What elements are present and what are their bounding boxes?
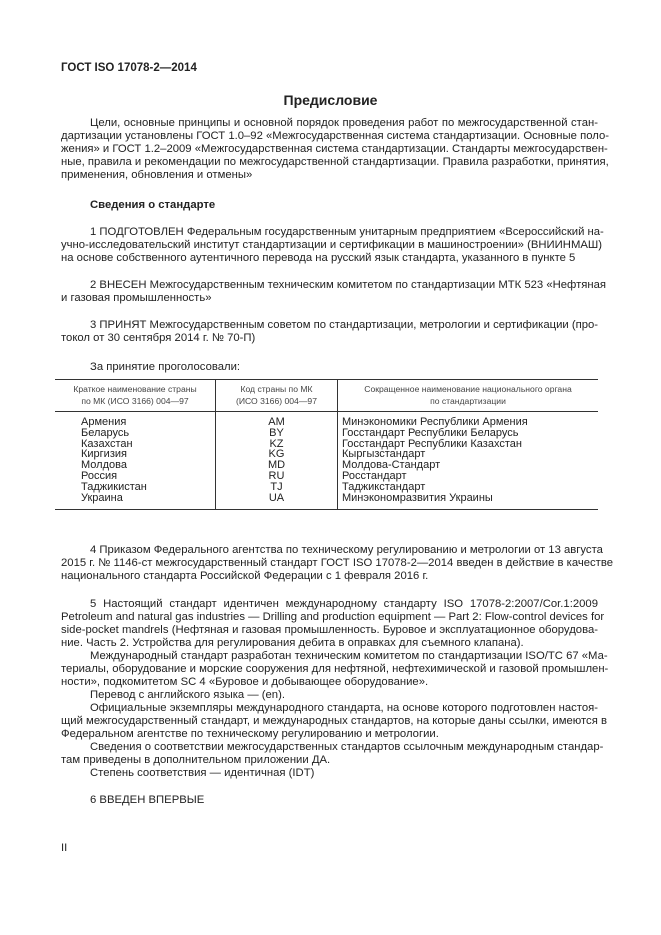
country-name: Армения: [81, 416, 127, 428]
table-row: [55, 439, 598, 450]
text-line: щий межгосударственный стандарт, и международных стандартов, на которые даны ссылки, имеются в: [61, 715, 607, 727]
country-name: Беларусь: [81, 426, 130, 439]
country-code: KG: [216, 449, 338, 460]
table-row: [55, 412, 598, 428]
country-name: Молдова: [81, 459, 127, 472]
text-line: side-pocket mandrels (Нефтяная и газовая промышленность. Буровое и эксплуатационное оборудова-: [61, 624, 598, 636]
country-code: KZ: [216, 439, 338, 450]
text-line: 2 ВНЕСЕН Межгосударственным техническим комитетом по стандартизации МТК 523 «Нефтяная: [90, 279, 607, 291]
country-name: Киргизия: [81, 448, 127, 461]
country-name: Таджикистан: [81, 480, 147, 493]
text-line: и газовая промышленность»: [61, 292, 212, 304]
text-line: Цели, основные принципы и основной порядок проведения работ по межгосударственной стан-: [90, 117, 598, 129]
column-header-line: Краткое наименование страны: [73, 384, 197, 394]
country-name: Россия: [81, 469, 118, 482]
text-line: ние. Часть 2. Устройства для регулирования дебита в оправках для съемного клапана).: [61, 637, 524, 649]
table-row: [55, 449, 598, 460]
standards-body: Минэкономики Республики Армения: [338, 412, 599, 428]
country-code: TJ: [216, 482, 338, 493]
text-line: там приведены в дополнительном приложении ДА.: [61, 754, 331, 766]
text-line: учно-исследовательский институт стандартизации и сертификации в машиностроении» (ВНИИНМАШ): [61, 239, 603, 251]
table-row: [55, 428, 598, 439]
country-name: Украина: [55, 493, 216, 510]
text-line: 3 ПРИНЯТ Межгосударственным советом по стандартизации, метрологии и сертификации (про-: [90, 319, 599, 331]
document-header: ГОСТ ISO 17078-2—2014: [61, 62, 197, 74]
text-line: 2015 г. № 1146-ст межгосударственный стандарт ГОСТ ISO 17078-2—2014 введен в действие в качестве: [61, 557, 614, 569]
text-line: Степень соответствия — идентичная (IDT): [90, 767, 315, 779]
voted-label: За принятие проголосовали:: [90, 361, 241, 373]
text-line: 1 ПОДГОТОВЛЕН Федеральным государственным унитарным предприятием «Всероссийский на-: [90, 226, 604, 238]
country-code: UA: [216, 493, 338, 510]
text-line: дартизации установлены ГОСТ 1.0–92 «Межгосударственная система стандартизации. Основные поло-: [61, 130, 609, 142]
column-header-line: Сокращенное наименование национального органа: [364, 384, 572, 394]
standards-body: Минэкономразвития Украины: [338, 493, 599, 510]
column-header-line: по МК (ИСО 3166) 004—97: [81, 396, 189, 406]
voting-table: [55, 379, 598, 510]
section-title: Сведения о стандарте: [90, 199, 216, 211]
text-line: Petroleum and natural gas industries — Drilling and production equipment — Part 2: Flow-control devices for: [61, 611, 605, 623]
text-line: ности», подкомитетом SC 4 «Буровое и добывающее оборудование».: [61, 676, 429, 688]
text-line: ные, правила и рекомендации по межгосударственной стандартизации. Правила разработки, принятия,: [61, 156, 609, 168]
text-line: токол от 30 сентября 2014 г. № 70-П): [61, 332, 256, 344]
text-line: жения» и ГОСТ 1.2–2009 «Межгосударственная система стандартизации. Стандарты межгосударствен-: [61, 143, 608, 155]
table-row: [55, 482, 598, 493]
country-code: MD: [216, 460, 338, 471]
column-header-line: по стандартизации: [430, 396, 506, 406]
standards-body: Росстандарт: [338, 471, 599, 482]
text-line: 6 ВВЕДЕН ВПЕРВЫЕ: [90, 794, 205, 806]
text-line: национального стандарта Российской Федерации с 1 февраля 2016 г.: [61, 570, 429, 582]
country-name: Казахстан: [81, 437, 133, 450]
table-row: [55, 460, 598, 471]
country-code: RU: [216, 471, 338, 482]
text-line: на основе собственного аутентичного перевода на русский язык стандарта, указанного в пункте 5: [61, 252, 576, 264]
text-line: 4 Приказом Федерального агентства по техническому регулированию и метрологии от 13 августа: [90, 544, 603, 556]
standards-body: Госстандарт Республики Беларусь: [338, 428, 599, 439]
text-line: применения, обновления и отмены»: [61, 169, 253, 181]
column-header: [338, 380, 599, 412]
standards-body: Молдова-Стандарт: [338, 460, 599, 471]
country-code: AM: [216, 412, 338, 428]
table-row: [55, 493, 598, 510]
text-line: Официальные экземпляры международного стандарта, на основе которого подготовлен настоя-: [90, 702, 598, 714]
text-line: 5 Настоящий стандарт идентичен международному стандарту ISO 17078-2:2007/Cor.1:2009: [90, 598, 598, 610]
page-title: Предисловие: [283, 92, 378, 108]
page-number: II: [61, 842, 68, 854]
text-line: Сведения о соответствии межгосударственных стандартов ссылочным международным стандар-: [90, 741, 604, 753]
column-header-line: (ИСО 3166) 004—97: [236, 396, 317, 406]
column-header: [55, 380, 216, 412]
column-header-line: Код страны по МК: [240, 384, 313, 394]
text-line: Перевод с английского языка — (en).: [90, 689, 285, 701]
text-line: териалы, оборудование и морские сооружения для нефтяной, нефтехимической и газовой промышлен-: [61, 663, 609, 675]
standards-body: Таджикстандарт: [338, 482, 599, 493]
standards-body: Госстандарт Республики Казахстан: [338, 439, 599, 450]
standards-body: Кыргызстандарт: [338, 449, 599, 460]
country-code: BY: [216, 428, 338, 439]
text-line: Международный стандарт разработан техническим комитетом по стандартизации ISO/TC 67 «Ма-: [90, 650, 608, 662]
column-header: [216, 380, 338, 412]
text-line: Федеральном агентстве по техническому регулированию и метрологии.: [61, 728, 439, 740]
